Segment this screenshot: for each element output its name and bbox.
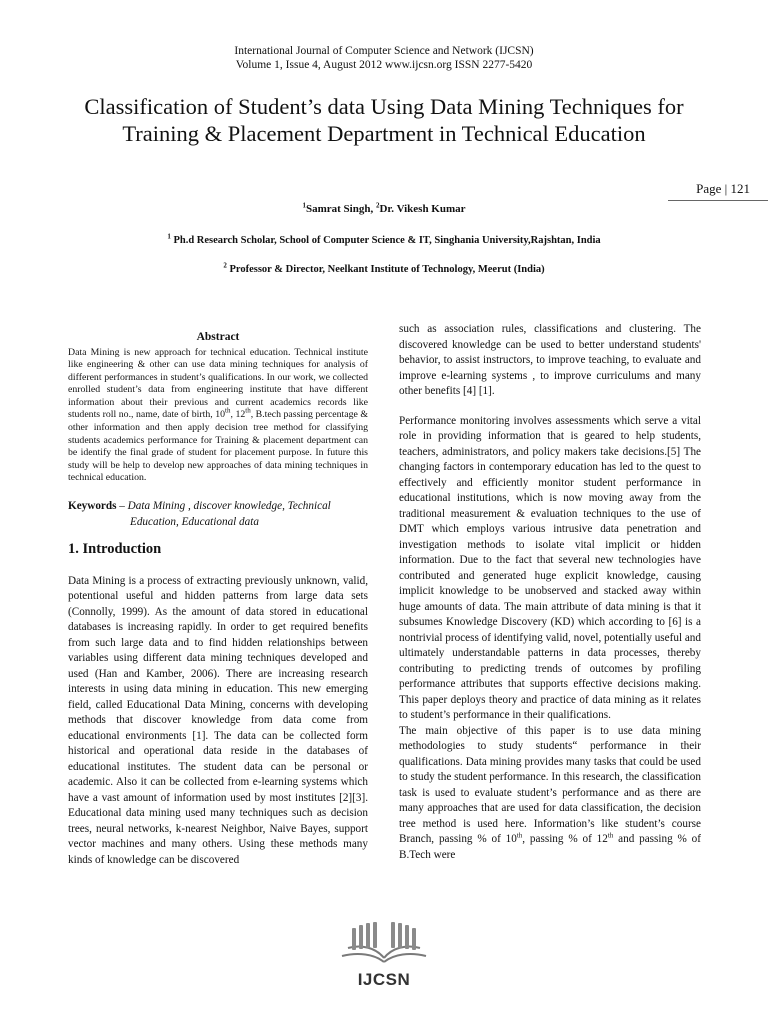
open-book-icon xyxy=(334,918,434,968)
left-column xyxy=(68,330,368,868)
right-paragraph-3-text-c: and passing % of B.Tech were xyxy=(399,833,701,861)
journal-name: International Journal of Computer Science and Network (IJCSN) xyxy=(234,45,534,57)
affiliation-1-text: Ph.d Research Scholar, School of Computer Science & IT, Singhania University,Rajshtan, India xyxy=(170,235,601,246)
page-number-rule xyxy=(668,200,768,201)
keywords xyxy=(68,498,368,530)
author2-name: Dr. Vikesh Kumar xyxy=(379,203,466,215)
abstract-sup-1: th xyxy=(225,407,231,416)
keywords-line1: Data Mining , discover knowledge, Technical xyxy=(127,500,331,513)
ijcsn-logo xyxy=(334,918,434,1000)
author1-name: Samrat Singh, xyxy=(305,203,376,215)
right-paragraph-3-text-a: The main objective of this paper is to use data mining methodologies to study students“ performance in their qualifications. Data mining provides many tasks that could be used to study the student performance. In this research, the classification task is used to evaluate student’s performance and as there are many approaches that are used for data classification, the decision tree method is used here. Information’s like student’s course Branch, passing % of 10 xyxy=(399,724,701,845)
introduction-heading: 1. Introduction xyxy=(68,541,162,558)
right-paragraph-3-sup-a: th xyxy=(516,831,523,840)
authors xyxy=(0,203,768,215)
author1-sup: 1 xyxy=(302,201,306,210)
journal-issue-info: Volume 1, Issue 4, August 2012 www.ijcsn.org ISSN 2277-5420 xyxy=(235,59,533,71)
right-column xyxy=(399,322,701,863)
right-paragraph-2: Performance monitoring involves assessments which serve a vital role in providing information that is geared to help students, teachers, administrators, and policy makers take decisions.[5] The changing factors in contemporary education has led to the quest to effectively and efficiently monitor student performance in educational institutions, which is now moving away from the traditional measurement & evaluation techniques to the use of DMT which employs various intrusive data penetration and investigation methods to isolate vital implicit or hidden information. Due to the fact that several new technologies have contributed and generated huge explicit knowledge, causing implicit knowledge to be unobserved and stacked away within huge amounts of data. The main attribute of data mining is that it subsumes Knowledge Discovery (KD) which according to [6] is a nontrivial process of identifying valid, novel, potentially useful and ultimately understandable patterns in data processes, thereby contributing to predicting trends of outcomes by profiling performance attributes that supports effective decisions making. This paper deploys theory and practice of data mining as it relates to student’s performance in their qualifications. xyxy=(399,414,701,721)
right-paragraph-3-text-b: , passing % of 12 xyxy=(522,833,608,845)
keywords-dash: – xyxy=(116,500,128,513)
journal-header xyxy=(0,44,768,72)
affiliation-2-text: Professor & Director, Neelkant Institute of Technology, Meerut (India) xyxy=(226,264,545,275)
author2-sup: 2 xyxy=(375,201,380,210)
abstract-text-1: Data Mining is new approach for technical education. Technical institute like engineering & other can use data mining techniques for analysis of different performances in student’s qualifications. In our work, we collected enrolled student’s data from engineering institute that have different information about their previous and current academics records like students roll no., name, date of birth, 10 xyxy=(68,346,368,421)
abstract-text-3: , B.tech passing percentage & other information and then apply decision tree method for classifying students academics performance for Training & placement department can be identify the final grade of student for placement purpose. In future this study will be help to develop new approaches of data mining techniques in technical education. xyxy=(68,409,368,484)
right-paragraph-1: such as association rules, classifications and clustering. The discovered knowledge can be used to better understand students' behavior, to assist instructors, to improve teaching, to evaluate and improve e-learning systems , to improve curriculums and many other benefits [4] [1]. xyxy=(399,323,701,397)
affiliation-2 xyxy=(0,261,768,275)
logo-text: IJCSN xyxy=(357,970,411,989)
affiliation-1 xyxy=(0,232,768,246)
affiliation-1-sup: 1 xyxy=(167,232,171,241)
page-number: Page | 121 xyxy=(696,181,750,196)
affiliation-2-sup: 2 xyxy=(223,261,227,270)
introduction-paragraph: Data Mining is a process of extracting previously unknown, valid, potentional useful and hidden patterns from large data sets (Connolly, 1999). As the amount of data stored in educational databases is increasing rapidly. In order to get required benefits from such large data and to find hidden relationships between variables using different data mining techniques developed and used (Han and Kamber, 2006). There are increasing research interests in using data mining in education. This new emerging field, called Educational Data Mining, concerns with developing methods that discover knowledge from data come from educational environments [1]. The data can be collected form historical and operational data reside in the databases of educational institutes. The student data can be personal or academic. Also it can be collected from e-learning systems which have a vast amount of information used by most institutes [2][3]. Educational data mining used many techniques such as decision trees, neural networks, k-nearest Neighbor, Naive Bayes, support vector machines and many others. Using these methods many kinds of knowledge can be discovered xyxy=(68,574,368,866)
abstract-body xyxy=(68,347,368,486)
right-paragraph-3 xyxy=(399,724,701,864)
abstract-sup-2: th xyxy=(245,407,251,416)
abstract-heading: Abstract xyxy=(196,331,240,343)
paper-title: Classification of Student’s data Using Data Mining Techniques for Training & Placement Department in Technical Education xyxy=(84,94,684,146)
keywords-label: Keywords xyxy=(68,500,117,513)
abstract-text-2: , 12 xyxy=(230,409,246,421)
right-paragraph-3-sup-b: th xyxy=(607,831,614,840)
keywords-line2: Education, Educational data xyxy=(130,516,259,529)
